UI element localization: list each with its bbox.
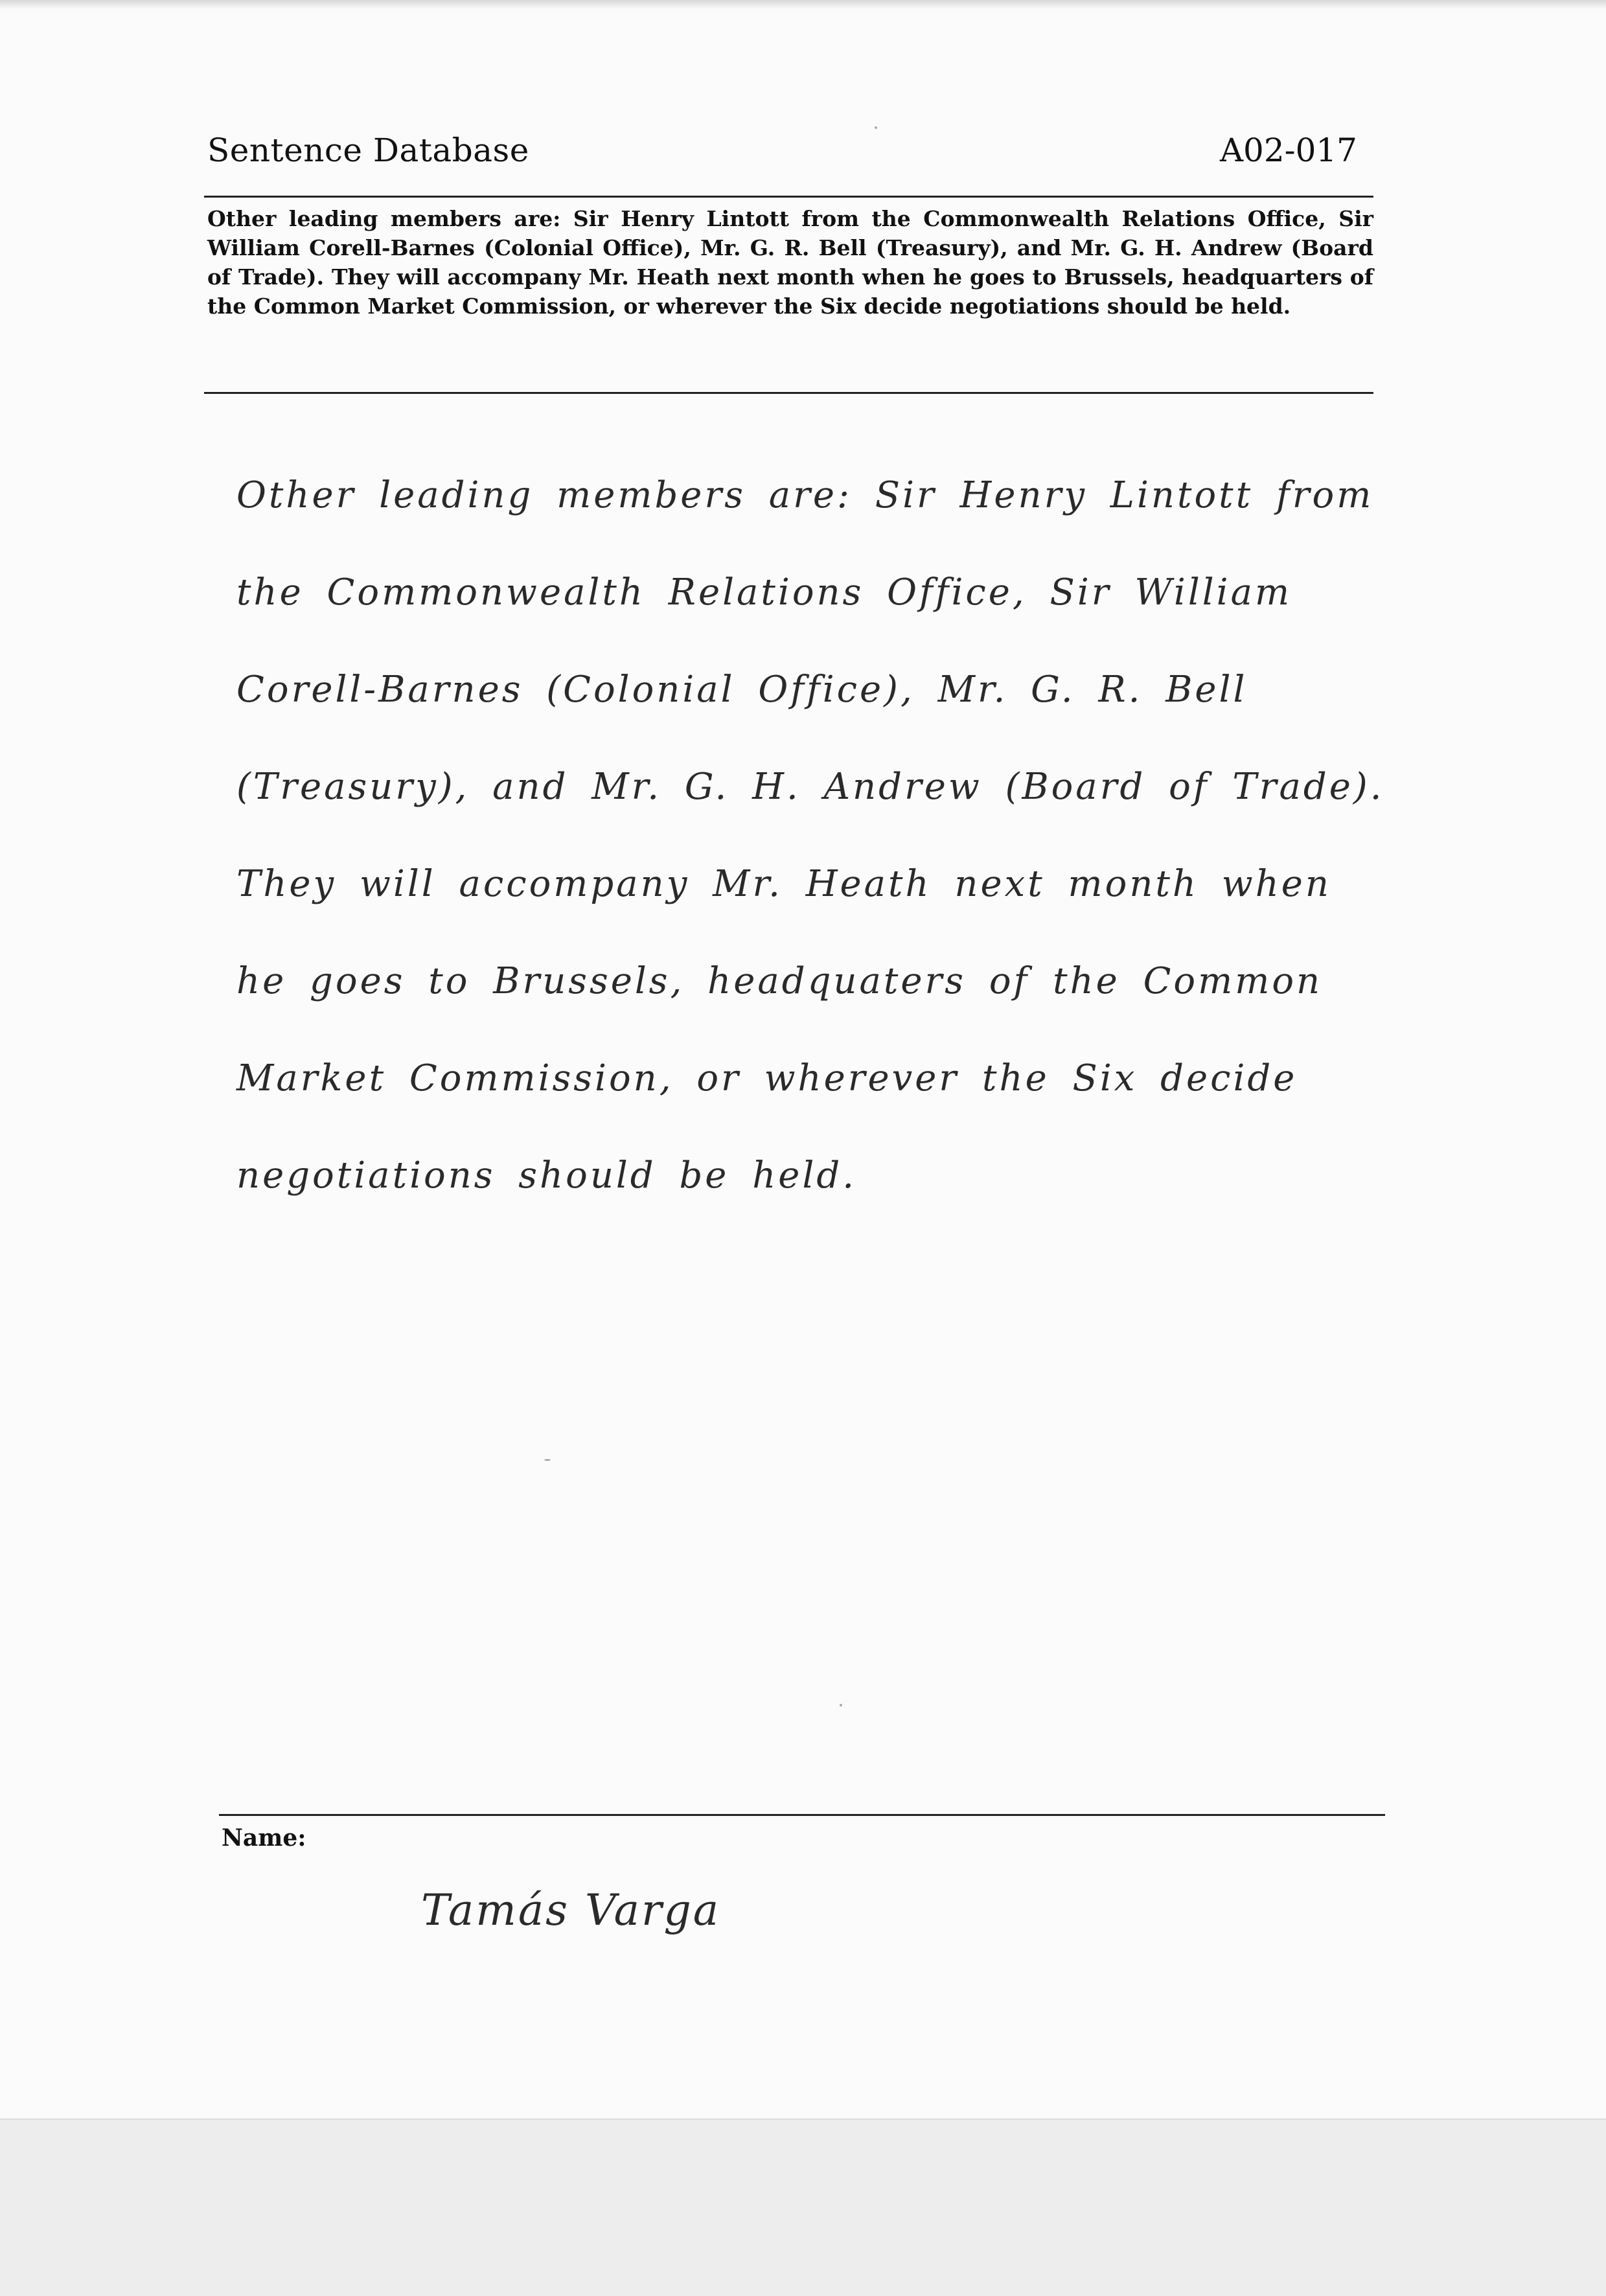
scan-speck bbox=[544, 1459, 551, 1461]
form-id: A02-017 bbox=[1219, 132, 1357, 169]
handwritten-line-4: (Treasury), and Mr. G. H. Andrew (Board of Trade). bbox=[236, 766, 1384, 808]
handwritten-transcription bbox=[236, 463, 1422, 1241]
handwritten-line-7: Market Commission, or wherever the Six decide bbox=[236, 1057, 1298, 1099]
handwritten-line-8: negotiations should be held. bbox=[236, 1154, 857, 1197]
handwritten-line-3: Corell-Barnes (Colonial Office), Mr. G. R. Bell bbox=[236, 669, 1248, 711]
writer-signature: Tamás Varga bbox=[421, 1885, 721, 1935]
scan-speck bbox=[875, 126, 877, 129]
scan-speck bbox=[840, 1704, 842, 1706]
handwritten-line-1: Other leading members are: Sir Henry Lintott from bbox=[236, 474, 1374, 516]
scan-top-edge bbox=[0, 0, 1606, 9]
name-rule bbox=[219, 1814, 1385, 1816]
scan-bottom-margin bbox=[0, 2118, 1606, 2296]
top-rule bbox=[204, 196, 1373, 198]
middle-rule bbox=[204, 392, 1373, 394]
name-label: Name: bbox=[222, 1824, 306, 1852]
handwritten-line-5: They will accompany Mr. Heath next month when bbox=[236, 863, 1331, 905]
form-title: Sentence Database bbox=[207, 132, 529, 169]
printed-sentence-block: Other leading members are: Sir Henry Lintott from the Commonwealth Relations Office, Sir William Corell-Barnes (Colonial Office), Mr. G. R. Bell (Treasury), and Mr. G. H. Andrew (Board of Trade). They will accompany Mr. Heath next month when he goes to Brussels, headquarters of the Common Market Commission, or wherever the Six decide negotiations should be held. bbox=[207, 206, 1373, 319]
handwritten-line-2: the Commonwealth Relations Office, Sir William bbox=[236, 571, 1292, 614]
handwritten-line-6: he goes to Brussels, headquaters of the Common bbox=[236, 960, 1323, 1002]
